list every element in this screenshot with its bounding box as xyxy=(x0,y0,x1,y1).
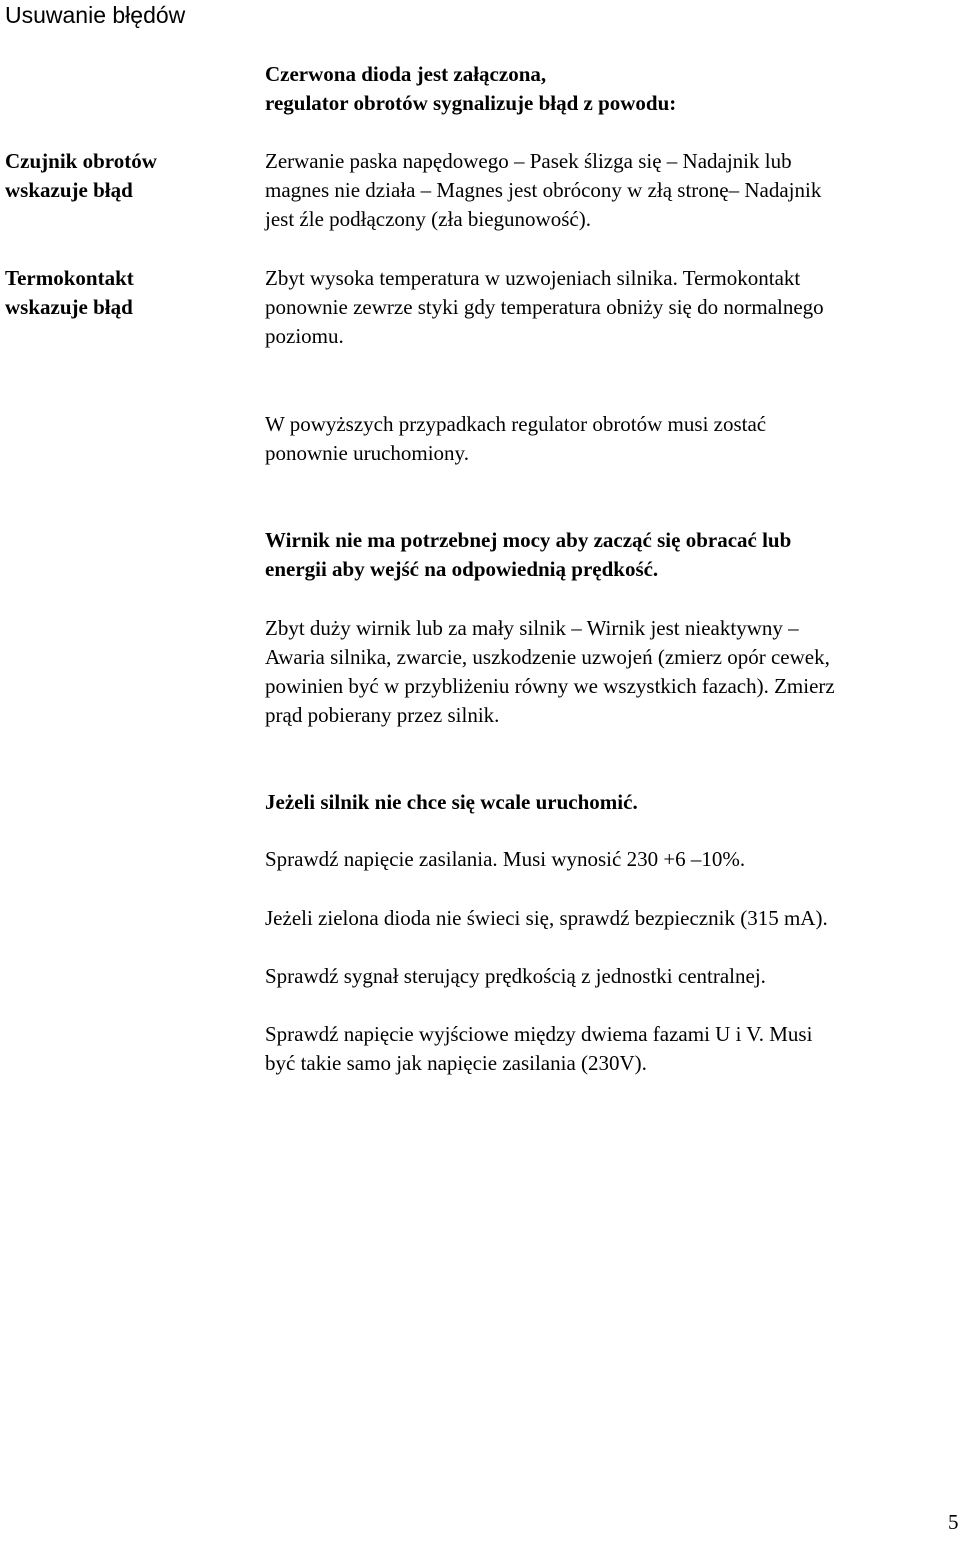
rotor-heading-line: Wirnik nie ma potrzebnej mocy aby zacząć się obracać lub xyxy=(265,528,792,552)
restart-note-line: W powyższych przypadkach regulator obrotów musi zostać xyxy=(265,412,767,436)
main-heading xyxy=(265,60,676,118)
row-text-speed-sensor xyxy=(265,147,821,234)
motor-item-line: Sprawdź napięcie wyjściowe między dwiema fazami U i V. Musi xyxy=(265,1022,813,1046)
page-title: Usuwanie błędów xyxy=(5,2,186,28)
row-label-thermocontact xyxy=(5,264,134,322)
row-text-line: ponownie zewrze styki gdy temperatura obniży się do normalnego xyxy=(265,295,824,319)
row-text-line: Zerwanie paska napędowego – Pasek ślizga się – Nadajnik lub xyxy=(265,149,792,173)
row-text-line: magnes nie działa – Magnes jest obrócony w złą stronę– Nadajnik xyxy=(265,178,822,202)
motor-item-line: Sprawdź sygnał sterujący prędkością z jednostki centralnej. xyxy=(265,964,766,988)
rotor-text-line: Awaria silnika, zwarcie, uszkodzenie uzwojeń (zmierz opór cewek, xyxy=(265,645,830,669)
row-label-line: Termokontakt xyxy=(5,266,134,290)
row-text-line: poziomu. xyxy=(265,324,344,348)
rotor-heading xyxy=(265,526,791,584)
main-heading-line: Czerwona dioda jest załączona, xyxy=(265,62,547,86)
restart-note xyxy=(265,410,766,468)
main-heading-line: regulator obrotów sygnalizuje błąd z powodu: xyxy=(265,91,677,115)
motor-item-line: być takie samo jak napięcie zasilania (230V). xyxy=(265,1051,647,1075)
page-number: 5 xyxy=(948,1510,959,1534)
motor-item-control-signal xyxy=(265,962,766,991)
row-text-thermocontact xyxy=(265,264,824,351)
motor-item-line: Sprawdź napięcie zasilania. Musi wynosić 230 +6 –10%. xyxy=(265,847,746,871)
rotor-text-line: powinien być w przybliżeniu równy we wszystkich fazach). Zmierz xyxy=(265,674,835,698)
rotor-text-line: Zbyt duży wirnik lub za mały silnik – Wirnik jest nieaktywny – xyxy=(265,616,799,640)
row-label-line: Czujnik obrotów xyxy=(5,149,157,173)
row-label-speed-sensor xyxy=(5,147,157,205)
motor-item-voltage xyxy=(265,845,745,874)
row-label-line: wskazuje błąd xyxy=(5,295,133,319)
motor-item-fuse xyxy=(265,904,828,933)
rotor-text-line: prąd pobierany przez silnik. xyxy=(265,703,500,727)
motor-heading: Jeżeli silnik nie chce się wcale uruchomić. xyxy=(265,790,638,814)
row-text-line: Zbyt wysoka temperatura w uzwojeniach silnika. Termokontakt xyxy=(265,266,801,290)
row-label-line: wskazuje błąd xyxy=(5,178,133,202)
restart-note-line: ponownie uruchomiony. xyxy=(265,441,469,465)
motor-item-line: Jeżeli zielona dioda nie świeci się, sprawdź bezpiecznik (315 mA). xyxy=(265,906,828,930)
rotor-heading-line: energii aby wejść na odpowiednią prędkość. xyxy=(265,557,659,581)
motor-item-output-voltage xyxy=(265,1020,812,1078)
rotor-text xyxy=(265,614,835,730)
row-text-line: jest źle podłączony (zła biegunowość). xyxy=(265,207,591,231)
